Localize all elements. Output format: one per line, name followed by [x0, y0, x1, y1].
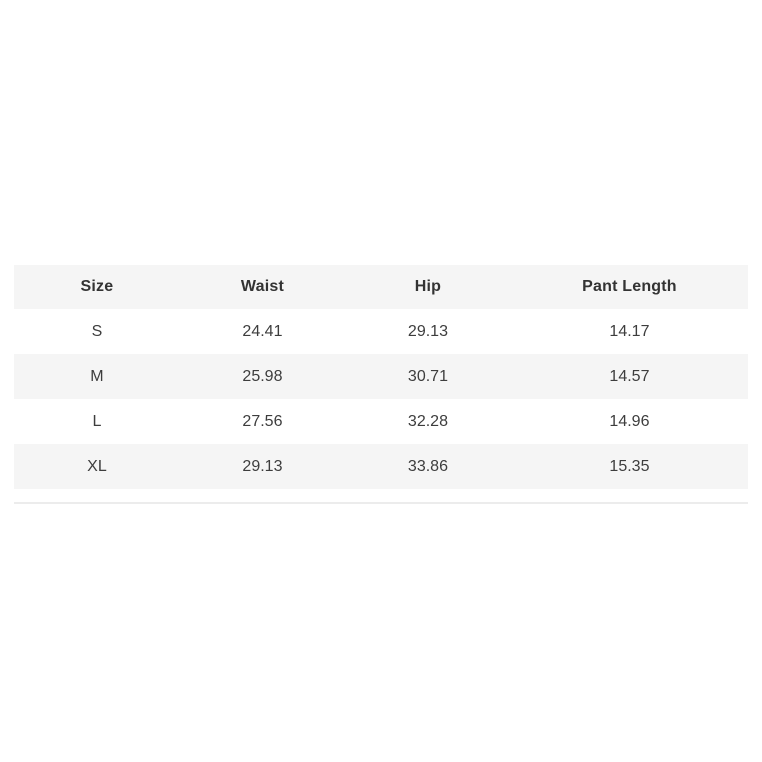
- pant-length-cell: 14.57: [609, 367, 650, 385]
- size-cell: XL: [87, 457, 107, 475]
- table-row-xl: [14, 444, 748, 489]
- hip-cell: 32.28: [407, 412, 448, 430]
- size-chart: [14, 265, 748, 504]
- hip-cell: 30.71: [407, 367, 448, 385]
- table-row-s: [14, 309, 748, 354]
- pant-length-cell: 15.35: [609, 457, 650, 475]
- waist-cell: 27.56: [242, 412, 283, 430]
- column-header-waist: Waist: [180, 265, 345, 309]
- size-cell: S: [91, 322, 103, 340]
- header-row: [14, 265, 748, 309]
- pant-length-cell: 14.96: [609, 412, 650, 430]
- divider-line: [14, 502, 748, 504]
- column-header-pant-length: Pant Length: [511, 265, 748, 309]
- pant-length-cell: 14.17: [609, 322, 650, 340]
- waist-cell: 24.41: [242, 322, 283, 340]
- column-header-size: Size: [14, 265, 180, 309]
- hip-cell: 33.86: [407, 457, 448, 475]
- table-row-l: [14, 399, 748, 444]
- size-cell: M: [90, 367, 104, 385]
- size-chart-table: [14, 265, 748, 489]
- size-cell: L: [92, 412, 102, 430]
- table-row-m: [14, 354, 748, 399]
- column-header-hip: Hip: [345, 265, 511, 309]
- waist-cell: 29.13: [242, 457, 283, 475]
- hip-cell: 29.13: [407, 322, 448, 340]
- waist-cell: 25.98: [242, 367, 283, 385]
